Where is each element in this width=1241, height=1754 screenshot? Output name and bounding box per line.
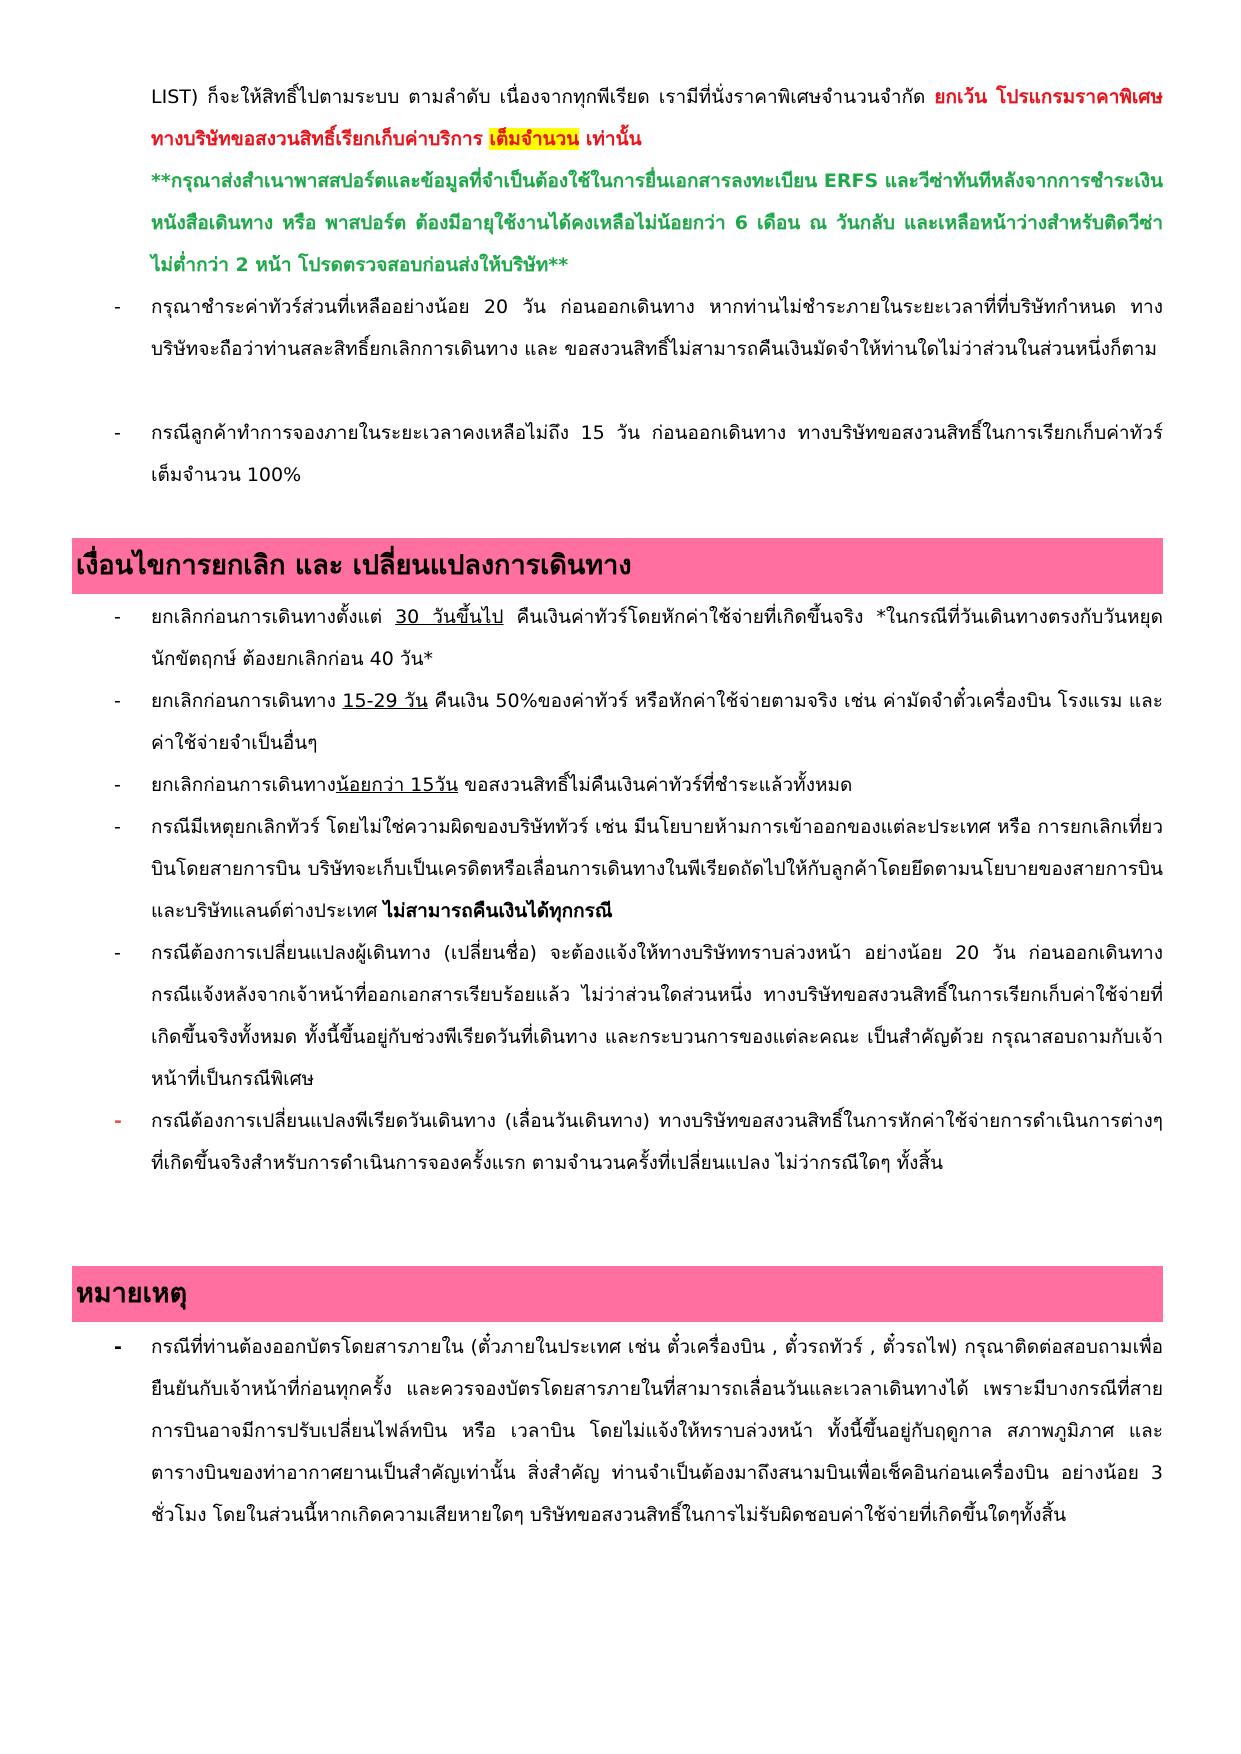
- cancel-b3-text-a: ยกเลิกก่อนการเดินทาง: [151, 774, 336, 796]
- bullet-dash: -: [114, 774, 121, 796]
- intro-line1-text: LIST) ก็จะให้สิทธิ์ไปตามระบบ ตามลำดับ เนื่องจากทุกพีเรียด เรามีที่นั่งราคาพิเศษจำนวนจำกัด: [151, 86, 935, 108]
- cancel-b3-underlined: น้อยกว่า 15วัน: [335, 774, 459, 796]
- cancel-bullet-6: [114, 1100, 1163, 1184]
- bullet-dash: -: [114, 942, 121, 964]
- cancel-bullet-2: [114, 680, 1163, 764]
- cancel-b2-underlined: 15-29 วัน: [342, 690, 428, 712]
- intro-bullet-1-text: กรุณาชำระค่าทัวร์ส่วนที่เหลืออย่างน้อย 20 วัน ก่อนออกเดินทาง หากท่านไม่ชำระภายในระยะเวลาที่ที่บริษัทกำหนด ทางบริษัทจะถือว่าท่านสละสิทธิ์ยกเลิกการเดินทาง และ ขอสงวนสิทธิ์ไม่สามารถคืนเงินมัดจำให้ท่านใดไม่ว่าส่วนในส่วนหนึ่งก็ตาม: [151, 296, 1163, 360]
- bullet-dash: -: [114, 422, 121, 444]
- cancel-bullet-5: [114, 932, 1163, 1100]
- cancel-b2-text-b: คืนเงิน 50%ของค่าทัวร์ หรือหักค่าใช้จ่ายตามจริง เช่น ค่ามัดจำตั๋วเครื่องบิน โรงแรม และค่าใช้จ่ายจำเป็นอื่นๆ: [151, 690, 1163, 754]
- cancel-b1-text-a: ยกเลิกก่อนการเดินทางตั้งแต่: [151, 606, 396, 628]
- cancel-b1-underlined: 30 วันขึ้นไป: [395, 606, 504, 628]
- bullet-dash-red: -: [114, 1110, 122, 1132]
- intro-line2-red-b: เท่านั้น: [579, 128, 642, 150]
- cancel-b2-text-a: ยกเลิกก่อนการเดินทาง: [151, 690, 343, 712]
- intro-bullet-2-text: กรณีลูกค้าทำการจองภายในระยะเวลาคงเหลือไม่ถึง 15 วัน ก่อนออกเดินทาง ทางบริษัทขอสงวนสิทธิ์ในการเรียกเก็บค่าทัวร์เต็มจำนวน 100%: [151, 422, 1163, 486]
- cancel-section-heading: เงื่อนไขการยกเลิก และ เปลี่ยนแปลงการเดินทาง: [72, 538, 1163, 594]
- intro-bullet-2: [114, 412, 1163, 496]
- intro-bullet-1: [114, 286, 1163, 370]
- notes-b1-text: กรณีที่ท่านต้องออกบัตรโดยสารภายใน (ตั๋วภายในประเทศ เช่น ตั๋วเครื่องบิน , ตั๋วรถทัวร์ , ตั๋วรถไฟ) กรุณาติดต่อสอบถามเพื่อยืนยันกับเจ้าหน้าที่ก่อนทุกครั้ง และควรจองบัตรโดยสารภายในที่สามารถเลื่อนวันและเวลาเดินทางได้ เพราะมีบางกรณีที่สายการบินอาจมีการปรับเปลี่ยนไฟล์ทบิน หรือ เวลาบิน โดยไม่แจ้งให้ทราบล่วงหน้า ทั้งนี้ขึ้นอยู่กับฤดูกาล สภาพภูมิภาศ และ ตารางบินของท่าอากาศยานเป็นสำคัญเท่านั้น สิ่งสำคัญ ท่านจำเป็นต้องมาถึงสนามบินเพื่อเช็คอินก่อนเครื่องบิน อย่างน้อย 3 ชั่วโมง โดยในส่วนนี้หากเกิดความเสียหายใดๆ บริษัทขอสงวนสิทธิ์ในการไม่รับผิดชอบค่าใช้จ่ายที่เกิดขึ้นใดๆทั้งสิ้น: [151, 1336, 1163, 1526]
- passport-note: **กรุณาส่งสำเนาพาสสปอร์ตและข้อมูลที่จำเป็นต้องใช้ในการยื่นเอกสารลงทะเบียน ERFS และวีซ่าทันทีหลังจากการชำระเงิน หนังสือเดินทาง หรือ พาสปอร์ต ต้องมีอายุใช้งานได้คงเหลือไม่น้อยกว่า 6 เดือน ณ วันกลับ และเหลือหน้าว่างสำหรับติดวีซ่าไม่ต่ำกว่า 2 หน้า โปรดตรวจสอบก่อนส่งให้บริษัท**: [151, 170, 1164, 276]
- notes-section-heading: หมายเหตุ: [72, 1266, 1163, 1322]
- cancel-b6-text: กรณีต้องการเปลี่ยนแปลงพีเรียดวันเดินทาง (เลื่อนวันเดินทาง) ทางบริษัทขอสงวนสิทธิ์ในการหักค่าใช้จ่ายการดำเนินการต่างๆ ที่เกิดขึ้นจริงสำหรับการดำเนินการจองครั้งแรก ตามจำนวนครั้งที่เปลี่ยนแปลง ไม่ว่ากรณีใดๆ ทั้งสิ้น: [151, 1110, 1163, 1174]
- cancel-bullet-4: [114, 806, 1163, 932]
- bullet-dash: -: [114, 816, 121, 838]
- bullet-dash: -: [114, 606, 121, 628]
- cancel-b4-bold: ไม่สามารถคืนเงินได้ทุกกรณี: [383, 900, 613, 922]
- cancel-b5-text: กรณีต้องการเปลี่ยนแปลงผู้เดินทาง (เปลี่ยนชื่อ) จะต้องแจ้งให้ทางบริษัททราบล่วงหน้า อย่างน้อย 20 วัน ก่อนออกเดินทาง กรณีแจ้งหลังจากเจ้าหน้าที่ออกเอกสารเรียบร้อยแล้ว ไม่ว่าส่วนใดส่วนหนึ่ง ทางบริษัทขอสงวนสิทธิ์ในการเรียกเก็บค่าใช้จ่ายที่เกิดขึ้นจริงทั้งหมด ทั้งนี้ขึ้นอยู่กับช่วงพีเรียดวันที่เดินทาง และกระบวนการของแต่ละคณะ เป็นสำคัญด้วย กรุณาสอบถามกับเจ้าหน้าที่เป็นกรณีพิเศษ: [151, 942, 1163, 1090]
- notes-bullet-1: [114, 1326, 1163, 1536]
- intro-line2-red-a: โปรแกรมราคาพิเศษ ทางบริษัทขอสงวนสิทธิ์เรียกเก็บค่าบริการ: [151, 86, 1163, 150]
- bullet-dash: -: [114, 690, 121, 712]
- cancel-b4-text: กรณีมีเหตุยกเลิกทัวร์ โดยไม่ใช่ความผิดของบริษัททัวร์ เช่น มีนโยบายห้ามการเข้าออกของแต่ละประเทศ หรือ การยกเลิกเที่ยวบินโดยสายการบิน บริษัทจะเก็บเป็นเครดิตหรือเลื่อนการเดินทางในพีเรียดถัดไปให้กับลูกค้าโดยยึดตามนโยบายของสายการบินและบริษัทแลนด์ต่างประเทศ: [151, 816, 1163, 922]
- cancel-bullet-3: [114, 764, 1163, 806]
- intro-paragraph: [151, 76, 1163, 160]
- cancel-b1-text-b: คืนเงินค่าทัวร์โดยหักค่าใช้จ่ายที่เกิดขึ้นจริง *ในกรณีที่วันเดินทางตรงกับวันหยุดนักขัตฤกษ์ ต้องยกเลิกก่อน 40 วัน*: [151, 606, 1164, 670]
- intro-highlight: เต็มจำนวน: [489, 128, 580, 150]
- cancel-b3-text-b: ขอสงวนสิทธิ์ไม่คืนเงินค่าทัวร์ที่ชำระแล้วทั้งหมด: [458, 774, 853, 796]
- bullet-dash: -: [114, 296, 121, 318]
- intro-line1-red: ยกเว้น: [934, 86, 988, 108]
- cancel-bullet-1: [114, 596, 1164, 680]
- bullet-dash: -: [114, 1336, 122, 1358]
